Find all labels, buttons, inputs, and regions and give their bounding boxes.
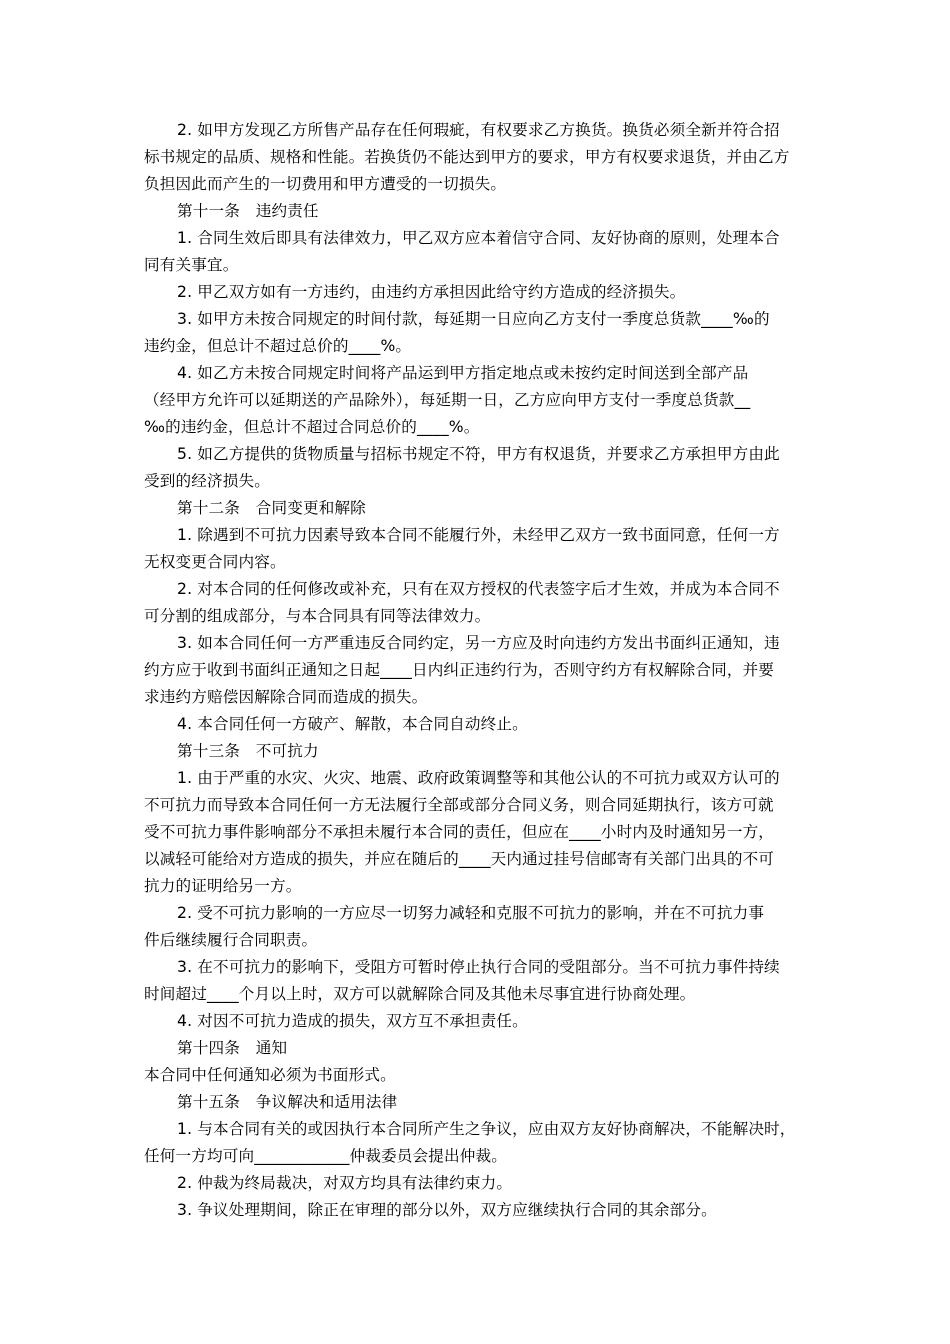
text-line: 4. 对因不可抗力造成的损失，双方互不承担责任。 — [177, 1012, 528, 1030]
text-line: 约方应于收到书面纠正通知之日起____日内纠正违约行为，否则守约方有权解除合同，并要 — [144, 661, 775, 679]
text-line: 无权变更合同内容。 — [144, 553, 286, 571]
text-line: 2. 如甲方发现乙方所售产品存在任何瑕疵，有权要求乙方换货。换货必须全新并符合招 — [177, 121, 780, 139]
text-line: 3. 如本合同任何一方严重违反合同约定，另一方应及时向违约方发出书面纠正通知，违 — [177, 634, 780, 652]
text-line: 4. 如乙方未按合同规定时间将产品运到甲方指定地点或未按约定时间送到全部产品 — [177, 364, 749, 382]
text-line: 1. 由于严重的水灾、火灾、地震、政府政策调整等和其他公认的不可抗力或双方认可的 — [177, 769, 780, 787]
text-line: 时间超过____个月以上时，双方可以就解除合同及其他未尽事宜进行协商处理。 — [144, 985, 696, 1003]
text-line: 违约金，但总计不超过总价的____%。 — [144, 337, 412, 355]
text-line: 第十一条 违约责任 — [177, 202, 319, 220]
text-line: 4. 本合同任何一方破产、解散，本合同自动终止。 — [177, 715, 528, 733]
text-line: 受不可抗力事件影响部分不承担未履行本合同的责任，但应在____小时内及时通知另一方， — [144, 823, 775, 841]
text-line: 本合同中任何通知必须为书面形式。 — [144, 1066, 396, 1084]
text-line: 5. 如乙方提供的货物质量与招标书规定不符，甲方有权退货，并要求乙方承担甲方由此 — [177, 445, 780, 463]
text-line: 第十五条 争议解决和适用法律 — [177, 1093, 398, 1111]
text-line: 任何一方均可向____________仲裁委员会提出仲裁。 — [144, 1147, 508, 1165]
text-line: 第十二条 合同变更和解除 — [177, 499, 366, 517]
text-line: 标书规定的品质、规格和性能。若换货仍不能达到甲方的要求，甲方有权要求退货，并由乙方 — [144, 148, 790, 166]
text-line: 不可抗力而导致本合同任何一方无法履行全部或部分合同义务，则合同延期执行，该方可就 — [144, 796, 774, 814]
text-line: 负担因此而产生的一切费用和甲方遭受的一切损失。 — [144, 175, 507, 193]
text-line: 同有关事宜。 — [144, 256, 239, 274]
text-line: 以减轻可能给对方造成的损失，并应在随后的____天内通过挂号信邮寄有关部门出具的不可 — [144, 850, 775, 868]
text-line: 抗力的证明给另一方。 — [144, 877, 302, 895]
text-line: ‰的违约金，但总计不超过合同总价的____%。 — [144, 418, 480, 436]
text-line: 求违约方赔偿因解除合同而造成的损失。 — [144, 688, 428, 706]
text-line: 2. 受不可抗力影响的一方应尽一切努力减轻和克服不可抗力的影响，并在不可抗力事 — [177, 904, 765, 922]
text-line: （经甲方允许可以延期送的产品除外），每延期一日，乙方应向甲方支付一季度总货款__ — [144, 391, 751, 409]
text-line: 2. 甲乙双方如有一方违约，由违约方承担因此给守约方造成的经济损失。 — [177, 283, 686, 301]
text-line: 2. 仲裁为终局裁决，对双方均具有法律约束力。 — [177, 1174, 513, 1192]
text-line: 3. 在不可抗力的影响下，受阻方可暂时停止执行合同的受阻部分。当不可抗力事件持续 — [177, 958, 780, 976]
document-body — [144, 117, 808, 1224]
text-line: 1. 除遇到不可抗力因素导致本合同不能履行外，未经甲乙双方一致书面同意，任何一方 — [177, 526, 780, 544]
text-line: 1. 合同生效后即具有法律效力，甲乙双方应本着信守合同、友好协商的原则，处理本合 — [177, 229, 780, 247]
text-line: 第十三条 不可抗力 — [177, 742, 319, 760]
text-line: 件后继续履行合同职责。 — [144, 931, 318, 949]
text-line: 1. 与本合同有关的或因执行本合同所产生之争议，应由双方友好协商解决，不能解决时， — [177, 1120, 796, 1138]
text-line: 可分割的组成部分，与本合同具有同等法律效力。 — [144, 607, 491, 625]
text-line: 2. 对本合同的任何修改或补充，只有在双方授权的代表签字后才生效，并成为本合同不 — [177, 580, 780, 598]
text-line: 第十四条 通知 — [177, 1039, 288, 1057]
text-line: 3. 如甲方未按合同规定的时间付款，每延期一日应向乙方支付一季度总货款____‰的 — [177, 310, 770, 328]
text-line: 3. 争议处理期间，除正在审理的部分以外，双方应继续执行合同的其余部分。 — [177, 1201, 717, 1219]
text-line: 受到的经济损失。 — [144, 472, 270, 490]
